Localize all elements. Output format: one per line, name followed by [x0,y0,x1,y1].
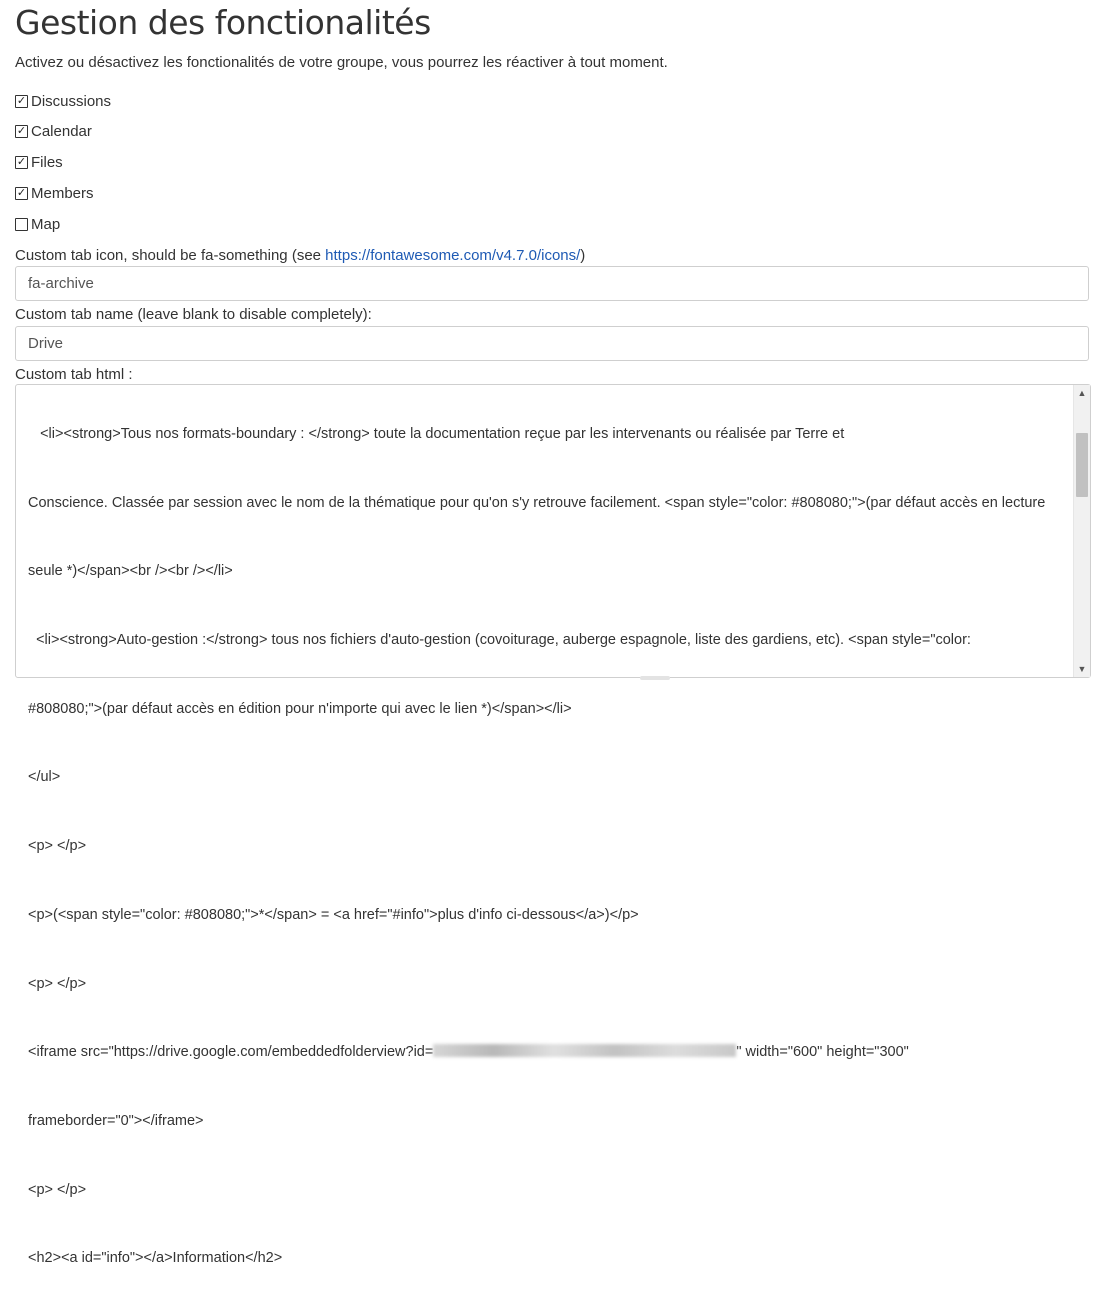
custom-tab-icon-input[interactable] [15,266,1089,301]
redacted-folder-id [433,1044,736,1057]
page-title: Gestion des fonctionalités [15,3,431,42]
feature-label: Files [31,153,63,171]
custom-tab-html-label: Custom tab html : [15,366,133,383]
code-line: </ul> [28,769,61,786]
code-line: <p> </p> [28,975,87,992]
code-text: <iframe src="https://drive.google.com/embeddedfolderview?id= [28,1044,434,1061]
code-line: frameborder="0"></iframe> [28,1113,204,1129]
code-line: <p> </p> [28,1181,87,1198]
code-text: " width="600" height="300" [736,1044,909,1061]
scroll-up-arrow-icon[interactable]: ▲ [1077,388,1087,398]
feature-label: Discussions [31,92,112,110]
label-text: Custom tab icon, should be fa-something (see [15,247,326,264]
feature-calendar[interactable] [15,121,92,141]
feature-members[interactable] [15,183,94,203]
textarea-scrollbar[interactable] [1073,385,1090,677]
feature-label: Map [31,215,61,233]
code-line-iframe [28,1041,1068,1064]
code-line: #808080;">(par défaut accès en édition pour n'importe qui avec le lien *)</span></li> [28,700,572,717]
feature-discussions[interactable] [15,91,111,111]
label-text: ) [580,247,586,264]
code-line: <p>(<span style="color: #808080;">*</span> = <a href="#info">plus d'info ci-dessous</a>)</p> [28,906,639,923]
checkbox-calendar[interactable]: ✓ [16,124,27,137]
textarea-content[interactable] [28,377,1068,1316]
checkbox-files[interactable]: ✓ [16,155,27,168]
custom-tab-icon-label [15,247,585,264]
code-line: Conscience. Classée par session avec le nom de la thématique pour qu'on s'y retrouve facilement. <span style="color: #808080;">(par défaut accès en lecture [28,494,1046,511]
feature-map[interactable] [15,214,60,234]
checkbox-members[interactable]: ✓ [16,186,27,199]
checkbox-map[interactable] [15,218,28,231]
feature-label: Calendar [31,122,92,140]
code-line: <h2><a id="info"></a>Information</h2> [28,1250,283,1267]
resize-handle[interactable] [640,676,670,680]
intro-text: Activez ou désactivez les fonctionalités de votre groupe, vous pourrez les réactiver à tout moment. [15,54,668,71]
code-line: <p> </p> [28,838,87,855]
custom-tab-html-textarea[interactable] [15,384,1091,1267]
scrollbar-thumb[interactable] [1076,433,1088,497]
custom-tab-name-label: Custom tab name (leave blank to disable completely): [15,306,372,323]
fontawesome-link[interactable]: https://fontawesome.com/v4.7.0/icons/ [325,247,581,264]
code-line: seule *)</span><br /><br /></li> [28,563,233,580]
feature-label: Members [31,184,94,202]
code-line: <li><strong>Auto-gestion :</strong> tous nos fichiers d'auto-gestion (covoiturage, auberge espagnole, liste des gardiens, etc). <span style="color: [28,631,971,648]
scroll-down-arrow-icon[interactable]: ▼ [1077,664,1087,674]
custom-tab-name-input[interactable] [15,326,1089,361]
checkbox-discussions[interactable]: ✓ [16,94,27,107]
feature-files[interactable] [15,152,63,172]
code-line: <li><strong>Tous nos formats-boundary : </strong> toute la documentation reçue par les intervenants ou réalisée par Terre et [28,425,845,442]
